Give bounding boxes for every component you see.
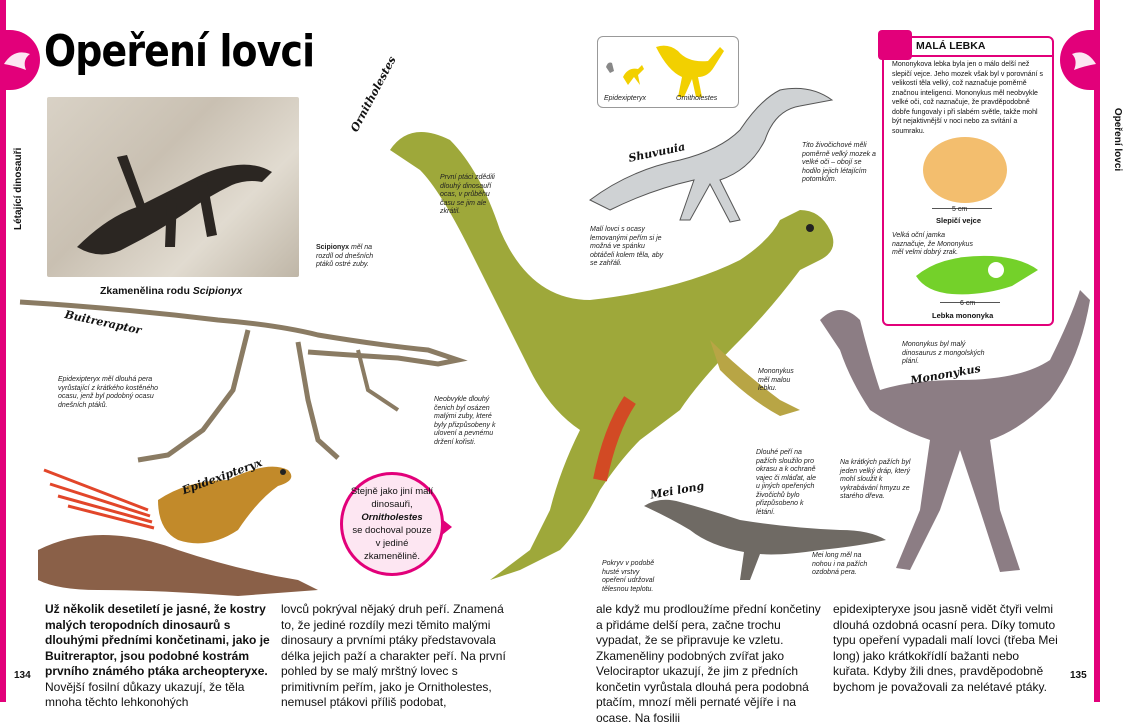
info-box-heading: MALÁ LEBKA [916,40,986,52]
body-column-2: lovců pokrýval nějaký druh peří. Znamená to, že jediné rozdíly mezi těmito malými dinosaury a prvními ptáky představovala délka jejich paží a charakter peří. Na první pohled by se malý mrštný lovec s primitivním peřím, jako je Ornitholestes, nemusel ptákovi příliš podobat, [281,602,506,709]
page-title: Opeření lovci [44,26,315,77]
caption-short-arms: Na krátkých pažích byl jeden velký dráp, který mohl sloužit k vykrabávání hmyzu ze starého dřeva. [840,459,911,500]
body-column-3: ale když mu prodloužíme přední končetiny a přidáme delší pera, začne trochu vypadat, že se připravuje ke vzletu. Zkameněliny podobných zvířat jako Velociraptor ukazují, že jim z předních končetin vyrůstala dlouhá pera podobná ptačím, mnozí měli pernaté vějíře i na ocase. Na fosilii [596,602,821,725]
caption-epidexipteryx: Epidexipteryx měl dlouhá pera vyrůstající z krátkého kostěného ocasu, jenž byl podobný ocasu dnešních ptáků. [58,376,158,409]
left-margin-bar [0,0,6,702]
egg-label: Slepičí vejce [936,216,982,225]
left-thumb-tab [0,30,40,90]
eye-socket-note: Velká oční jamka naznačuje, že Mononykus měl velmi dobrý zrak. [892,232,973,256]
page-number-right: 135 [1070,670,1087,681]
body-column-4: epidexipteryxe jsou jasně vidět čtyři velmi dlouhá ozdobná ocasní pera. Díky tomuto typu opeření vypadali malí lovci (třeba Mei long) jako krátkokřídlí bažanti nebo kuřata. Kdyby žili dnes, pravděpodobně bychom je považovali za nelétavé ptáky. [833,602,1058,694]
caption-small-tails: Malí lovci s ocasy lemovanými peřím si je možná ve spánku obtáčeli kolem těla, aby se zahřáli. [590,226,664,267]
caption-first-birds: První ptáci zdědili dlouhý dinosauří ocas, v průběhu času se jim ale zkrátil. [440,174,495,215]
skull-label: Lebka mononyka [932,311,994,320]
caption-mononykus: Mononykus byl malý dinosaurus z mongolských plání. [902,341,985,365]
caption-arm-feathers: Dlouhé peří na pažích sloužilo pro okrasu a k ochraně vajec či mláďat, ale u jiných opeřených živočichů bylo přizpůsobeno k létání. [756,449,817,516]
fossil-photo [47,97,299,277]
label-epidexipteryx: Epidexipteryx [180,455,264,498]
size-label-epidexipteryx: Epidexipteryx [604,95,647,102]
caption-night-vision: Tito živočichové měli poměrně velký mozek a velké oči – obojí se hodilo jejich létajícím potomkům. [802,142,876,183]
size-label-ornitholestes: Ornitholestes [676,95,718,102]
caption-jaws: Neobvykle dlouhý čenich byl osázen malými zuby, které byly přizpůsobeny k ulovení a pevnému držení kořisti. [434,396,496,446]
label-buitreraptor: Buitreraptor [63,308,143,337]
info-box-divider [884,55,1052,57]
section-label-right: Opeření lovci [1111,107,1123,172]
pterosaur-icon [0,30,40,90]
mononykus-skull-image [912,246,1042,302]
egg-scale: 5 cm [952,206,968,213]
bubble-species-name: Ornitholestes [361,512,423,523]
fact-bubble: Stejně jako jiní malí dinosauři, Ornitholestes se dochoval pouze v jediné zkamenělině. [340,472,444,576]
bubble-pointer [442,519,452,535]
label-ornitholestes: Ornitholestes [348,54,399,135]
epidexipteryx-illustration [38,440,328,600]
label-mei-long: Mei long [649,479,706,502]
info-box-text: Mononykova lebka byla jen o málo delší než slepičí vejce. Jeho mozek však byl v porovnání s velikostí těla velký, což naznačuje poměrně značnou inteligenci. Mononykus měl neobvykle velké oči, což naznačuje, že pravděpodobně dobře fungovaly i při slabém světle, takže mohl být nejaktivnější v noci nebo za svítání a soumraku. [892,61,1043,135]
info-box-small-skull [882,36,1054,326]
fossil-caption: Zkamenělina rodu Scipionyx [100,285,243,297]
page-number-left: 134 [14,670,31,681]
caption-mei-long: Mei long měl na nohou i na pažích ozdobná pera. [812,552,868,576]
right-thumb-tab [1060,30,1100,90]
scipionyx-note: Scipionyx měl na rozdíl od dnešních ptáků ostré zuby. [316,244,374,268]
section-label-left: Létající dinosauři [13,147,24,230]
dinosaur-head-icon [1060,30,1100,90]
scipionyx-fossil-image [47,97,299,277]
caption-down-cover: Pokryv v podobě husté vrstvy opeření udržoval tělesnou teplotu. [602,560,655,593]
body-column-1: Už několik desetiletí je jasné, že kostry malých teropodních dinosaurů s dlouhými předními končetinami, jako je Buitreraptor, jsou podobné kostrám prvního známého ptáka archeopteryxe. Novější fosilní důkazy ukazují, že těla mnoha těchto lehkonohých [45,602,270,709]
label-shuvuuia: Shuvuuia [627,140,687,165]
skull-scale: 6 cm [960,300,976,307]
chicken-egg-image [920,134,1010,206]
label-mononykus: Mononykus [909,361,982,388]
caption-mononykus-skull: Mononykus měl malou lebku. [758,368,794,392]
